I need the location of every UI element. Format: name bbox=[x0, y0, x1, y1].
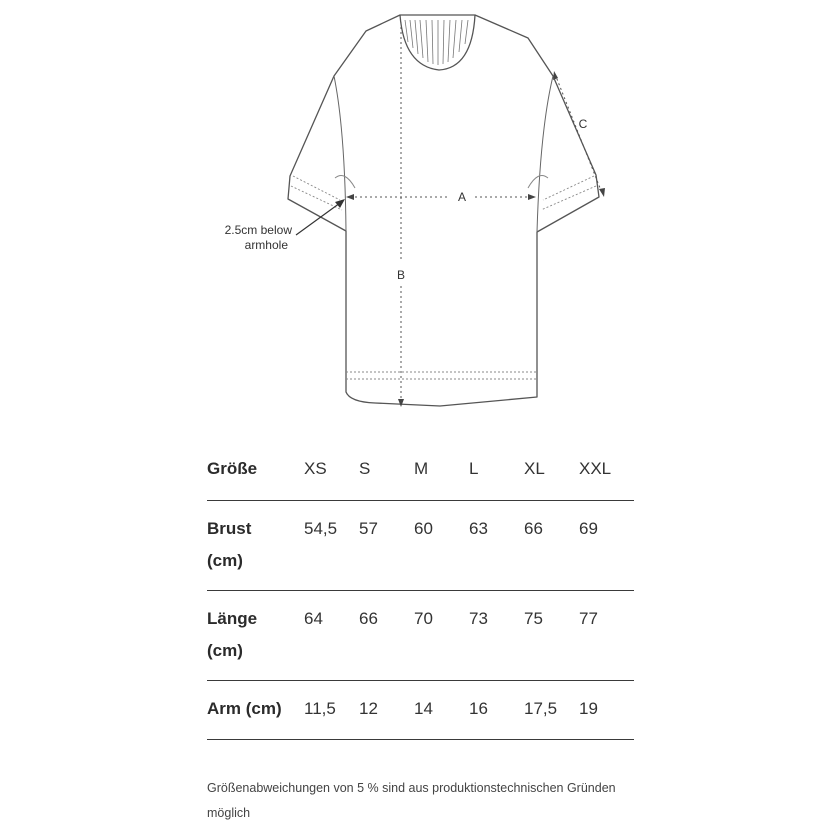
row-label-line1: Brust bbox=[207, 518, 252, 538]
measure-a bbox=[346, 190, 536, 204]
table-cell: 60 bbox=[414, 518, 433, 538]
table-cell: 69 bbox=[579, 518, 598, 538]
table-cell: 66 bbox=[524, 518, 543, 538]
measure-b bbox=[397, 22, 405, 407]
table-cell: 66 bbox=[359, 608, 378, 628]
table-cell: 17,5 bbox=[524, 698, 558, 718]
measure-c bbox=[553, 71, 605, 197]
table-cell: 57 bbox=[359, 518, 378, 538]
table-cell: 73 bbox=[469, 608, 488, 628]
row-label-line2: (cm) bbox=[207, 640, 243, 660]
table-cell: 77 bbox=[579, 608, 598, 628]
row-label-laenge bbox=[207, 590, 304, 680]
header-size-xxl: XXL bbox=[579, 459, 612, 478]
row-label-arm: Arm (cm) bbox=[207, 698, 282, 718]
table-row bbox=[207, 590, 634, 680]
table-cell: 14 bbox=[414, 698, 433, 718]
armhole-note bbox=[225, 199, 345, 252]
header-size-m: M bbox=[414, 459, 429, 478]
tshirt-outline bbox=[288, 15, 599, 406]
table-header-row bbox=[207, 445, 634, 500]
table-cell: 75 bbox=[524, 608, 543, 628]
collar bbox=[400, 15, 475, 70]
label-a: A bbox=[457, 190, 467, 204]
table-cell: 64 bbox=[304, 608, 323, 628]
label-b: B bbox=[396, 268, 406, 282]
header-size-l: L bbox=[469, 459, 479, 478]
armhole-note-line2: armhole bbox=[244, 238, 288, 252]
table-row bbox=[207, 500, 634, 590]
label-c: C bbox=[578, 117, 588, 131]
size-table bbox=[207, 445, 634, 740]
table-cell: 11,5 bbox=[304, 698, 336, 718]
table-cell: 12 bbox=[359, 698, 378, 718]
table-cell: 63 bbox=[469, 518, 488, 538]
table-row bbox=[207, 680, 634, 739]
header-size-xl: XL bbox=[524, 459, 545, 478]
table-cell: 16 bbox=[469, 698, 488, 718]
row-label-brust bbox=[207, 500, 304, 590]
footnote: Größenabweichungen von 5 % sind aus produktionstechnischen Gründen möglich bbox=[207, 781, 616, 820]
table-cell: 19 bbox=[579, 698, 598, 718]
header-size-s: S bbox=[359, 459, 371, 478]
header-size-label: Größe bbox=[207, 459, 258, 478]
row-label-line2: (cm) bbox=[207, 550, 243, 570]
table-cell: 70 bbox=[414, 608, 433, 628]
table-cell: 54,5 bbox=[304, 518, 338, 538]
armhole-note-line1: 2.5cm below bbox=[224, 223, 292, 237]
header-size-xs: XS bbox=[304, 459, 327, 478]
row-label-line1: Länge bbox=[207, 608, 258, 628]
